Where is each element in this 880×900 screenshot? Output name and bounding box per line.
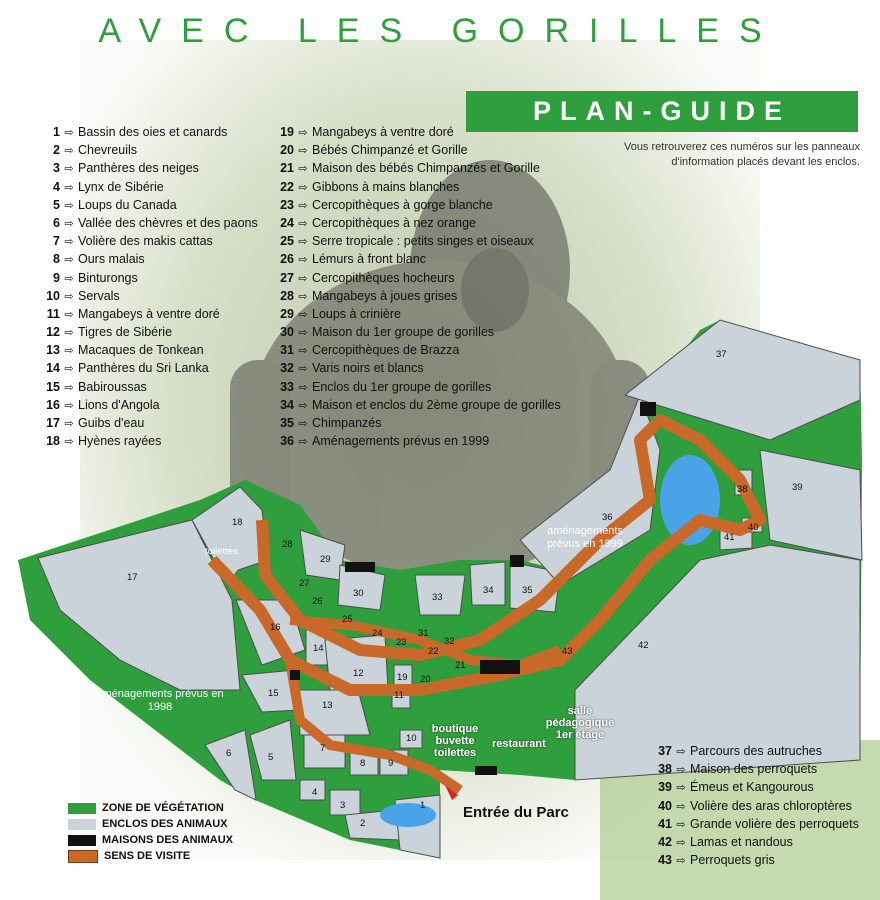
- legend-number: 13: [46, 343, 60, 358]
- legend-label: Chimpanzés: [312, 416, 382, 430]
- legend-item: [272, 178, 561, 196]
- enclosure-number-1: 1: [420, 800, 426, 811]
- arrow-icon: ⇨: [298, 308, 308, 321]
- legend-number: 26: [280, 252, 294, 267]
- enclosure-number-28: 28: [282, 539, 293, 550]
- arrow-icon: ⇨: [64, 272, 74, 285]
- label-salle: [540, 705, 620, 741]
- enclosure-number-42: 42: [638, 640, 649, 651]
- map-key: [68, 800, 233, 864]
- label-restaurant: restaurant: [492, 738, 546, 750]
- plan-subtitle: [520, 140, 860, 170]
- enclosure-number-37: 37: [716, 349, 727, 360]
- legend-item: [650, 797, 859, 815]
- enclosure-number-5: 5: [268, 752, 274, 763]
- legend-label: Bassin des oies et canards: [78, 125, 228, 139]
- legend-item: [40, 323, 258, 341]
- legend-item: [650, 778, 859, 796]
- arrow-icon: ⇨: [298, 345, 308, 358]
- legend-item: [272, 323, 561, 341]
- legend-number: 21: [280, 161, 294, 176]
- legend-number: 15: [46, 379, 60, 394]
- legend-label: Guibs d'eau: [78, 416, 145, 430]
- zone-1999-note: [530, 525, 640, 551]
- legend-item: [272, 378, 561, 396]
- legend-number: 25: [280, 234, 294, 249]
- legend-item: [272, 269, 561, 287]
- legend-label: Mangabeys à ventre doré: [78, 306, 220, 321]
- enclosure-number-12: 12: [353, 668, 364, 679]
- legend-label: Perroquets gris: [690, 853, 775, 868]
- enclosure-number-14: 14: [313, 643, 324, 654]
- enclosure-number-2: 2: [360, 818, 366, 829]
- maisons-swatch: [68, 835, 96, 846]
- legend-number: 10: [46, 288, 60, 303]
- zone-1998-text: aménagements prévus en 1998: [96, 688, 224, 713]
- legend-label: Émeus et Kangourous: [690, 780, 814, 795]
- zone-1999-text: aménagements prévus en 1999: [547, 525, 623, 550]
- arrow-icon: ⇨: [64, 381, 74, 394]
- legend-number: 22: [280, 179, 294, 194]
- legend-item: [272, 250, 561, 268]
- legend-left: [40, 123, 258, 450]
- legend-label: Vallée des chèvres et des paons: [78, 215, 258, 230]
- legend-item: [40, 159, 258, 177]
- arrow-icon: ⇨: [298, 381, 308, 394]
- subtitle-line-2: d'information placés devant les enclos.: [671, 156, 860, 168]
- legend-item: [40, 305, 258, 323]
- legend-number: 41: [658, 816, 672, 831]
- legend-label: Mangabeys à joues grises: [312, 288, 458, 303]
- enclosure-number-25: 25: [342, 614, 353, 625]
- arrow-icon: ⇨: [64, 127, 74, 139]
- legend-number: 2: [53, 143, 60, 158]
- enclosure-number-21: 21: [455, 660, 466, 671]
- legend-number: 28: [280, 288, 294, 303]
- legend-number: 31: [280, 343, 294, 358]
- legend-number: 18: [46, 434, 60, 449]
- enclosure-number-36: 36: [602, 512, 613, 523]
- arrow-icon: ⇨: [298, 163, 308, 176]
- enclosure-number-30: 30: [353, 588, 364, 599]
- arrow-icon: ⇨: [298, 145, 308, 158]
- legend-number: 3: [53, 161, 60, 176]
- enclosure-number-15: 15: [268, 688, 279, 699]
- legend-number: 8: [53, 252, 60, 267]
- arrow-icon: ⇨: [64, 181, 74, 194]
- legend-number: 12: [46, 325, 60, 340]
- legend-number: 37: [658, 744, 672, 758]
- legend-label: Enclos du 1er groupe de gorilles: [312, 379, 492, 394]
- legend-number: 38: [658, 762, 672, 777]
- legend-item: [272, 341, 561, 359]
- enclosure-number-27: 27: [299, 578, 310, 589]
- enclosure-number-20: 20: [420, 674, 431, 685]
- arrow-icon: ⇨: [64, 145, 74, 158]
- arrow-icon: ⇨: [298, 327, 308, 340]
- key-vegetation: ZONE DE VÉGÉTATION: [102, 802, 224, 814]
- legend-item: [272, 123, 561, 141]
- arrow-icon: ⇨: [64, 345, 74, 358]
- arrow-icon: ⇨: [298, 127, 308, 139]
- arrow-icon: ⇨: [64, 327, 74, 340]
- legend-number: 5: [53, 197, 60, 212]
- enclosure-number-13: 13: [322, 700, 333, 711]
- legend-number: 39: [658, 780, 672, 795]
- legend-label: Binturongs: [78, 270, 138, 285]
- enclosure-number-18: 18: [232, 517, 243, 528]
- legend-item: [650, 815, 859, 833]
- legend-number: 29: [280, 306, 294, 321]
- zone-1998-note: [95, 688, 225, 714]
- enclosure-number-35: 35: [522, 585, 533, 596]
- enclosure-number-9: 9: [388, 758, 394, 769]
- arrow-icon: ⇨: [676, 746, 686, 758]
- legend-label: Chevreuils: [78, 143, 138, 158]
- legend-number: 17: [46, 416, 60, 430]
- legend-label: Bébés Chimpanzé et Gorille: [312, 143, 468, 158]
- arrow-icon: ⇨: [298, 181, 308, 194]
- legend-number: 43: [658, 853, 672, 868]
- legend-number: 32: [280, 361, 294, 376]
- legend-number: 27: [280, 270, 294, 285]
- arrow-icon: ⇨: [64, 363, 74, 376]
- legend-number: 34: [280, 397, 294, 412]
- legend-item: [40, 250, 258, 268]
- legend-item: [272, 287, 561, 305]
- arrow-icon: ⇨: [64, 308, 74, 321]
- enclosure-number-26: 26: [312, 596, 323, 607]
- arrow-icon: ⇨: [676, 764, 686, 777]
- arrow-icon: ⇨: [64, 217, 74, 230]
- enclosure-number-4: 4: [312, 787, 318, 798]
- enclosure-34: [470, 562, 505, 605]
- legend-label: Lémurs à front blanc: [312, 252, 426, 267]
- legend-item: [40, 396, 258, 414]
- enclosure-number-10: 10: [406, 733, 417, 744]
- enclosure-number-8: 8: [360, 758, 366, 769]
- vegetation-swatch: [68, 803, 96, 814]
- legend-number: 36: [280, 434, 294, 449]
- legend-item: [272, 414, 561, 432]
- legend-item: [40, 196, 258, 214]
- arrow-icon: ⇨: [298, 217, 308, 230]
- legend-number: 9: [53, 270, 60, 285]
- key-maisons: MAISONS DES ANIMAUX: [102, 834, 233, 846]
- arrow-icon: ⇨: [298, 199, 308, 212]
- legend-item: [272, 214, 561, 232]
- legend-label: Mangabeys à ventre doré: [312, 125, 454, 139]
- legend-label: Gibbons à mains blanches: [312, 179, 460, 194]
- enclosure-number-11: 11: [394, 690, 404, 701]
- enclosure-number-6: 6: [226, 748, 232, 759]
- legend-item: [272, 396, 561, 414]
- arrow-icon: ⇨: [298, 236, 308, 249]
- enclosure-number-29: 29: [320, 554, 331, 565]
- legend-item: [650, 760, 859, 778]
- subtitle-line-1: Vous retrouverez ces numéros sur les panneaux: [623, 141, 860, 153]
- enclosure-number-40: 40: [748, 522, 759, 533]
- legend-item: [40, 378, 258, 396]
- label-entree: Entrée du Parc: [463, 804, 569, 821]
- legend-item: [272, 432, 561, 450]
- legend-label: Maison et enclos du 2ème groupe de gorilles: [312, 397, 561, 412]
- arrow-icon: ⇨: [64, 199, 74, 212]
- arrow-icon: ⇨: [64, 290, 74, 303]
- key-enclos: ENCLOS DES ANIMAUX: [102, 818, 228, 830]
- legend-number: 20: [280, 143, 294, 158]
- arrow-icon: ⇨: [676, 800, 686, 813]
- legend-label: Volière des makis cattas: [78, 234, 213, 249]
- label-boutique: [425, 723, 485, 759]
- enclosure-number-33: 33: [432, 592, 443, 603]
- legend-label: Varis noirs et blancs: [312, 361, 424, 376]
- enclosure-number-24: 24: [372, 628, 383, 639]
- arrow-icon: ⇨: [298, 290, 308, 303]
- enclosure-number-7: 7: [320, 743, 326, 754]
- legend-number: 40: [658, 798, 672, 813]
- page-title: AVEC LES GORILLES: [98, 12, 782, 50]
- enclosure-number-34: 34: [483, 585, 494, 596]
- arrow-icon: ⇨: [676, 782, 686, 795]
- legend-item: [40, 414, 258, 432]
- legend-number: 42: [658, 834, 672, 849]
- legend-label: Serre tropicale : petits singes et oiseaux: [312, 234, 534, 249]
- legend-label: Hyènes rayées: [78, 434, 162, 449]
- legend-label: Lynx de Sibérie: [78, 179, 164, 194]
- arrow-icon: ⇨: [64, 399, 74, 412]
- legend-item: [650, 851, 859, 869]
- legend-number: 14: [46, 361, 60, 376]
- legend-label: Parcours des autruches: [690, 744, 823, 758]
- legend-item: [650, 742, 859, 760]
- legend-item: [272, 359, 561, 377]
- legend-number: 19: [280, 125, 294, 139]
- boutique-text: boutique buvette toilettes: [431, 723, 479, 759]
- plan-guide-banner: PLAN-GUIDE: [466, 91, 858, 132]
- legend-label: Lions d'Angola: [78, 397, 160, 412]
- legend-item: [40, 287, 258, 305]
- legend-label: Panthères des neiges: [78, 161, 199, 176]
- legend-item: [272, 232, 561, 250]
- legend-label: Aménagements prévus en 1999: [312, 434, 490, 449]
- arrow-icon: ⇨: [676, 836, 686, 849]
- legend-item: [40, 178, 258, 196]
- arrow-icon: ⇨: [64, 236, 74, 249]
- legend-label: Maison du 1er groupe de gorilles: [312, 325, 495, 340]
- legend-label: Ours malais: [78, 252, 145, 267]
- legend-label: Cercopithèques de Brazza: [312, 343, 460, 358]
- legend-number: 33: [280, 379, 294, 394]
- legend-label: Macaques de Tonkean: [78, 343, 204, 358]
- enclosure-number-31: 31: [418, 628, 429, 639]
- arrow-icon: ⇨: [298, 254, 308, 267]
- legend-item: [650, 833, 859, 851]
- legend-item: [40, 269, 258, 287]
- legend-label: Loups à crinière: [312, 306, 401, 321]
- visite-swatch: [68, 850, 98, 863]
- legend-middle: [272, 123, 561, 450]
- legend-item: [40, 432, 258, 450]
- arrow-icon: ⇨: [676, 818, 686, 831]
- legend-number: 11: [46, 306, 60, 321]
- arrow-icon: ⇨: [64, 436, 74, 449]
- enclosure-number-38: 38: [737, 484, 748, 495]
- enclosure-number-23: 23: [396, 637, 407, 648]
- legend-number: 16: [46, 397, 60, 412]
- legend-item: [272, 305, 561, 323]
- legend-label: Grande volière des perroquets: [690, 816, 859, 831]
- enclosure-number-32: 32: [444, 636, 455, 647]
- legend-number: 1: [53, 125, 60, 139]
- enclosure-number-22: 22: [428, 646, 439, 657]
- legend-label: Panthères du Sri Lanka: [78, 361, 209, 376]
- label-toilettes: toilettes: [205, 546, 238, 557]
- enclosure-number-17: 17: [127, 572, 138, 583]
- enclosure-number-16: 16: [270, 622, 281, 633]
- arrow-icon: ⇨: [298, 418, 308, 430]
- legend-item: [272, 196, 561, 214]
- arrow-icon: ⇨: [298, 436, 308, 449]
- legend-item: [40, 341, 258, 359]
- legend-right: [650, 742, 859, 869]
- legend-label: Cercopithèques hocheurs: [312, 270, 455, 285]
- arrow-icon: ⇨: [64, 254, 74, 267]
- legend-number: 30: [280, 325, 294, 340]
- salle-text: salle pédagogique 1er étage: [545, 705, 615, 741]
- legend-number: 24: [280, 215, 294, 230]
- legend-number: 35: [280, 416, 294, 430]
- legend-item: [40, 359, 258, 377]
- legend-label: Maison des perroquets: [690, 762, 818, 777]
- legend-item: [40, 232, 258, 250]
- legend-label: Volière des aras chloroptères: [690, 798, 852, 813]
- legend-label: Tigres de Sibérie: [78, 325, 173, 340]
- enclosure-number-39: 39: [792, 482, 803, 493]
- legend-number: 6: [53, 215, 60, 230]
- arrow-icon: ⇨: [298, 363, 308, 376]
- legend-label: Babiroussas: [78, 379, 147, 394]
- legend-number: 7: [53, 234, 60, 249]
- enclosure-number-19: 19: [397, 672, 408, 683]
- legend-item: [40, 214, 258, 232]
- legend-label: Cercopithèques à gorge blanche: [312, 197, 493, 212]
- legend-label: Cercopithèques à nez orange: [312, 215, 477, 230]
- legend-item: [272, 159, 561, 177]
- legend-label: Lamas et nandous: [690, 834, 793, 849]
- legend-item: [272, 141, 561, 159]
- legend-label: Maison des bébés Chimpanzés et Gorille: [312, 161, 540, 176]
- key-visite: SENS DE VISITE: [104, 850, 191, 862]
- enclosure-number-41: 41: [724, 532, 735, 543]
- legend-label: Loups du Canada: [78, 197, 177, 212]
- arrow-icon: ⇨: [298, 272, 308, 285]
- arrow-icon: ⇨: [676, 855, 686, 868]
- enclos-swatch: [68, 819, 96, 830]
- arrow-icon: ⇨: [64, 418, 74, 430]
- enclosure-number-43: 43: [562, 646, 573, 657]
- legend-number: 4: [53, 179, 60, 194]
- enclosure-number-3: 3: [340, 800, 346, 811]
- arrow-icon: ⇨: [64, 163, 74, 176]
- legend-item: [40, 123, 258, 141]
- arrow-icon: ⇨: [298, 399, 308, 412]
- legend-number: 23: [280, 197, 294, 212]
- legend-label: Servals: [78, 288, 120, 303]
- legend-item: [40, 141, 258, 159]
